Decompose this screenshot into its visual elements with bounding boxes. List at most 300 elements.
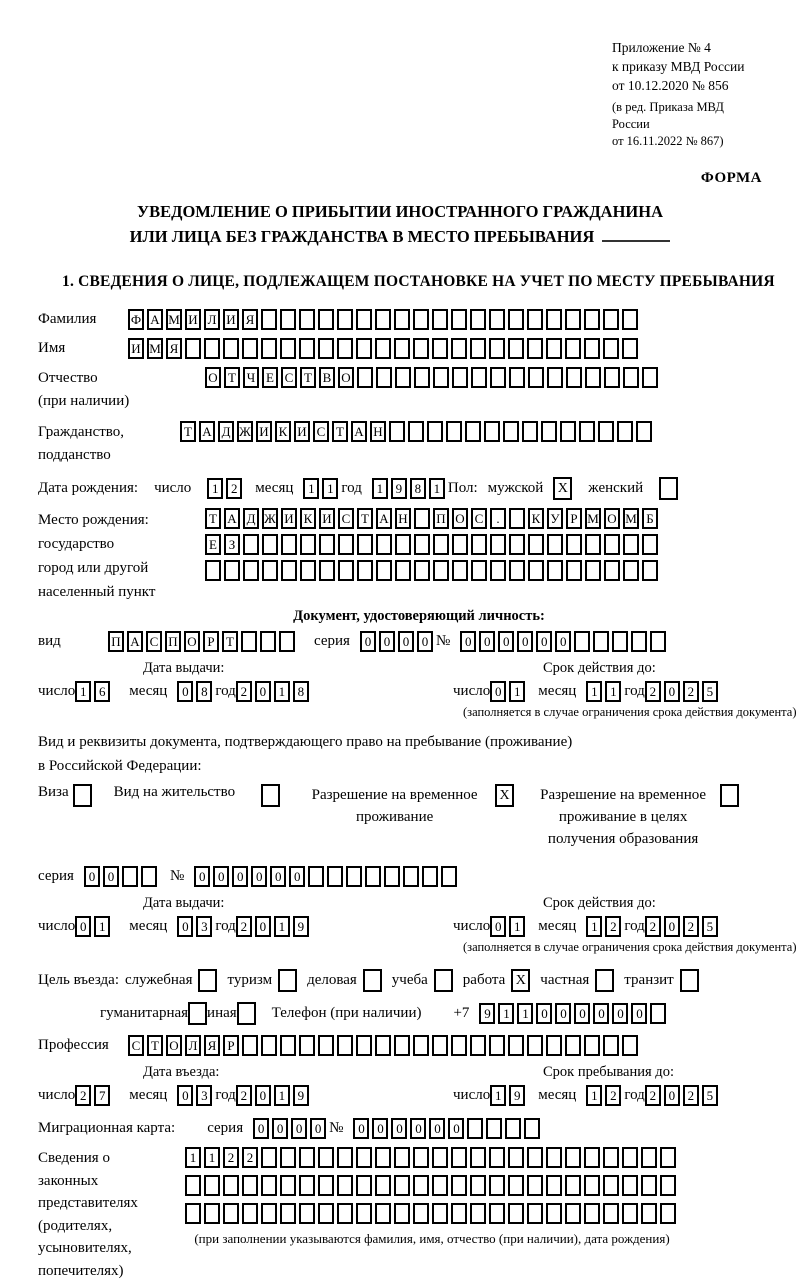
- purpose-option-checkbox[interactable]: [237, 1002, 256, 1025]
- char-cell[interactable]: [376, 534, 392, 555]
- char-cell[interactable]: Т: [224, 367, 240, 388]
- char-cell[interactable]: И: [128, 338, 144, 359]
- char-cell[interactable]: [642, 534, 658, 555]
- char-cell[interactable]: [585, 534, 601, 555]
- char-cell[interactable]: [299, 338, 315, 359]
- char-cell[interactable]: [299, 1203, 315, 1224]
- char-cell[interactable]: 0: [291, 1118, 307, 1139]
- purpose-option-checkbox[interactable]: X: [511, 969, 530, 992]
- char-cell[interactable]: [122, 866, 138, 887]
- char-cell[interactable]: О: [452, 508, 468, 529]
- birth-year-boxes[interactable]: [372, 478, 448, 499]
- char-cell[interactable]: Я: [166, 338, 182, 359]
- char-cell[interactable]: [660, 1175, 676, 1196]
- char-cell[interactable]: 0: [232, 866, 248, 887]
- char-cell[interactable]: 0: [372, 1118, 388, 1139]
- char-cell[interactable]: [375, 309, 391, 330]
- issue-month-boxes[interactable]: [177, 916, 215, 937]
- char-cell[interactable]: С: [281, 367, 297, 388]
- char-cell[interactable]: [509, 367, 525, 388]
- char-cell[interactable]: 1: [498, 1003, 514, 1024]
- char-cell[interactable]: Р: [566, 508, 582, 529]
- char-cell[interactable]: [408, 421, 424, 442]
- char-cell[interactable]: [281, 534, 297, 555]
- char-cell[interactable]: 2: [605, 1085, 621, 1106]
- char-cell[interactable]: [603, 1175, 619, 1196]
- char-cell[interactable]: 0: [251, 866, 267, 887]
- char-cell[interactable]: 0: [664, 1085, 680, 1106]
- char-cell[interactable]: И: [256, 421, 272, 442]
- char-cell[interactable]: Т: [332, 421, 348, 442]
- char-cell[interactable]: 1: [586, 916, 602, 937]
- char-cell[interactable]: [604, 534, 620, 555]
- char-cell[interactable]: 2: [605, 916, 621, 937]
- char-cell[interactable]: [584, 338, 600, 359]
- issue-year-boxes[interactable]: [236, 916, 312, 937]
- char-cell[interactable]: 2: [683, 681, 699, 702]
- char-cell[interactable]: [413, 338, 429, 359]
- char-cell[interactable]: [299, 1147, 315, 1168]
- char-cell[interactable]: 1: [303, 478, 319, 499]
- char-cell[interactable]: [508, 309, 524, 330]
- char-cell[interactable]: [262, 534, 278, 555]
- char-cell[interactable]: [338, 560, 354, 581]
- char-cell[interactable]: 2: [236, 916, 252, 937]
- char-cell[interactable]: 0: [379, 631, 395, 652]
- char-cell[interactable]: [204, 1203, 220, 1224]
- char-cell[interactable]: 0: [177, 1085, 193, 1106]
- char-cell[interactable]: 1: [274, 681, 290, 702]
- char-cell[interactable]: 2: [223, 1147, 239, 1168]
- char-cell[interactable]: [318, 1175, 334, 1196]
- char-cell[interactable]: [490, 534, 506, 555]
- char-cell[interactable]: [432, 309, 448, 330]
- char-cell[interactable]: [641, 1203, 657, 1224]
- char-cell[interactable]: 0: [631, 1003, 647, 1024]
- char-cell[interactable]: [261, 309, 277, 330]
- char-cell[interactable]: 0: [410, 1118, 426, 1139]
- char-cell[interactable]: [356, 338, 372, 359]
- char-cell[interactable]: [337, 309, 353, 330]
- char-cell[interactable]: [260, 631, 276, 652]
- char-cell[interactable]: 3: [196, 916, 212, 937]
- char-cell[interactable]: 0: [612, 1003, 628, 1024]
- char-cell[interactable]: [413, 1035, 429, 1056]
- char-cell[interactable]: И: [319, 508, 335, 529]
- char-cell[interactable]: [413, 1175, 429, 1196]
- char-cell[interactable]: Ж: [262, 508, 278, 529]
- char-cell[interactable]: [527, 338, 543, 359]
- char-cell[interactable]: [584, 1175, 600, 1196]
- char-cell[interactable]: [566, 367, 582, 388]
- char-cell[interactable]: 0: [255, 681, 271, 702]
- char-cell[interactable]: 0: [255, 916, 271, 937]
- char-cell[interactable]: [528, 534, 544, 555]
- char-cell[interactable]: [205, 560, 221, 581]
- purpose-option-checkbox[interactable]: [188, 1002, 207, 1025]
- char-cell[interactable]: Е: [205, 534, 221, 555]
- char-cell[interactable]: 1: [509, 916, 525, 937]
- char-cell[interactable]: О: [166, 1035, 182, 1056]
- char-cell[interactable]: [603, 1203, 619, 1224]
- char-cell[interactable]: [357, 560, 373, 581]
- char-cell[interactable]: М: [166, 309, 182, 330]
- char-cell[interactable]: 9: [509, 1085, 525, 1106]
- doc-type-boxes[interactable]: [108, 631, 298, 652]
- char-cell[interactable]: В: [319, 367, 335, 388]
- birth-place-boxes-row2[interactable]: [205, 534, 661, 555]
- char-cell[interactable]: [451, 338, 467, 359]
- char-cell[interactable]: [660, 1203, 676, 1224]
- char-cell[interactable]: [547, 534, 563, 555]
- char-cell[interactable]: [433, 560, 449, 581]
- char-cell[interactable]: 2: [242, 1147, 258, 1168]
- char-cell[interactable]: Б: [642, 508, 658, 529]
- char-cell[interactable]: 5: [702, 1085, 718, 1106]
- phone-boxes[interactable]: [479, 1003, 669, 1024]
- char-cell[interactable]: [660, 1147, 676, 1168]
- char-cell[interactable]: [470, 1203, 486, 1224]
- char-cell[interactable]: 2: [645, 1085, 661, 1106]
- char-cell[interactable]: [414, 560, 430, 581]
- char-cell[interactable]: [414, 534, 430, 555]
- char-cell[interactable]: [622, 1035, 638, 1056]
- char-cell[interactable]: 0: [255, 1085, 271, 1106]
- char-cell[interactable]: У: [547, 508, 563, 529]
- char-cell[interactable]: [484, 421, 500, 442]
- name-boxes[interactable]: [128, 338, 641, 359]
- char-cell[interactable]: [337, 1175, 353, 1196]
- char-cell[interactable]: 0: [498, 631, 514, 652]
- char-cell[interactable]: Е: [262, 367, 278, 388]
- char-cell[interactable]: [281, 560, 297, 581]
- purpose-option-checkbox[interactable]: [278, 969, 297, 992]
- char-cell[interactable]: [490, 560, 506, 581]
- char-cell[interactable]: [338, 534, 354, 555]
- char-cell[interactable]: [375, 1147, 391, 1168]
- char-cell[interactable]: [650, 1003, 666, 1024]
- char-cell[interactable]: Т: [300, 367, 316, 388]
- char-cell[interactable]: [337, 1035, 353, 1056]
- profession-boxes[interactable]: [128, 1035, 641, 1056]
- char-cell[interactable]: 5: [702, 681, 718, 702]
- char-cell[interactable]: 8: [293, 681, 309, 702]
- char-cell[interactable]: 0: [253, 1118, 269, 1139]
- char-cell[interactable]: 1: [204, 1147, 220, 1168]
- char-cell[interactable]: [603, 338, 619, 359]
- char-cell[interactable]: 0: [391, 1118, 407, 1139]
- char-cell[interactable]: [403, 866, 419, 887]
- char-cell[interactable]: [527, 1147, 543, 1168]
- char-cell[interactable]: [242, 1203, 258, 1224]
- char-cell[interactable]: 1: [372, 478, 388, 499]
- char-cell[interactable]: [527, 309, 543, 330]
- char-cell[interactable]: 1: [207, 478, 223, 499]
- char-cell[interactable]: [585, 560, 601, 581]
- purpose-option-checkbox[interactable]: [363, 969, 382, 992]
- char-cell[interactable]: О: [184, 631, 200, 652]
- char-cell[interactable]: Л: [185, 1035, 201, 1056]
- char-cell[interactable]: [318, 1147, 334, 1168]
- char-cell[interactable]: 7: [94, 1085, 110, 1106]
- residence-doc-number-boxes[interactable]: [194, 866, 460, 887]
- char-cell[interactable]: [261, 1035, 277, 1056]
- char-cell[interactable]: [622, 338, 638, 359]
- char-cell[interactable]: И: [223, 309, 239, 330]
- char-cell[interactable]: [356, 1175, 372, 1196]
- char-cell[interactable]: 0: [574, 1003, 590, 1024]
- char-cell[interactable]: .: [490, 508, 506, 529]
- purpose-option-checkbox[interactable]: [680, 969, 699, 992]
- char-cell[interactable]: [280, 338, 296, 359]
- valid-month-boxes[interactable]: [586, 681, 624, 702]
- char-cell[interactable]: 2: [226, 478, 242, 499]
- char-cell[interactable]: 0: [213, 866, 229, 887]
- birth-place-boxes-row3[interactable]: [205, 560, 661, 581]
- char-cell[interactable]: [622, 1203, 638, 1224]
- char-cell[interactable]: [451, 309, 467, 330]
- char-cell[interactable]: [489, 1175, 505, 1196]
- char-cell[interactable]: [395, 560, 411, 581]
- char-cell[interactable]: [299, 309, 315, 330]
- char-cell[interactable]: [365, 866, 381, 887]
- char-cell[interactable]: [650, 631, 666, 652]
- birth-day-boxes[interactable]: [207, 478, 245, 499]
- char-cell[interactable]: [546, 1035, 562, 1056]
- char-cell[interactable]: 1: [517, 1003, 533, 1024]
- char-cell[interactable]: 8: [196, 681, 212, 702]
- char-cell[interactable]: [527, 1175, 543, 1196]
- char-cell[interactable]: [318, 309, 334, 330]
- char-cell[interactable]: [565, 338, 581, 359]
- char-cell[interactable]: [280, 1147, 296, 1168]
- char-cell[interactable]: [574, 631, 590, 652]
- char-cell[interactable]: [546, 1203, 562, 1224]
- char-cell[interactable]: 0: [177, 916, 193, 937]
- char-cell[interactable]: [642, 367, 658, 388]
- char-cell[interactable]: [141, 866, 157, 887]
- char-cell[interactable]: [223, 1175, 239, 1196]
- char-cell[interactable]: А: [351, 421, 367, 442]
- valid-year-boxes[interactable]: [645, 681, 721, 702]
- char-cell[interactable]: [319, 560, 335, 581]
- char-cell[interactable]: [603, 309, 619, 330]
- char-cell[interactable]: [503, 421, 519, 442]
- patronymic-boxes[interactable]: [205, 367, 661, 388]
- char-cell[interactable]: 9: [293, 1085, 309, 1106]
- char-cell[interactable]: Н: [395, 508, 411, 529]
- valid-month-boxes[interactable]: [586, 916, 624, 937]
- char-cell[interactable]: 3: [196, 1085, 212, 1106]
- doc-number-boxes[interactable]: [460, 631, 669, 652]
- char-cell[interactable]: [465, 421, 481, 442]
- char-cell[interactable]: [318, 1203, 334, 1224]
- char-cell[interactable]: [432, 1175, 448, 1196]
- char-cell[interactable]: К: [300, 508, 316, 529]
- char-cell[interactable]: [318, 338, 334, 359]
- char-cell[interactable]: [280, 1035, 296, 1056]
- char-cell[interactable]: [489, 1147, 505, 1168]
- char-cell[interactable]: [623, 560, 639, 581]
- char-cell[interactable]: 2: [683, 916, 699, 937]
- char-cell[interactable]: [432, 1203, 448, 1224]
- char-cell[interactable]: Р: [223, 1035, 239, 1056]
- char-cell[interactable]: М: [623, 508, 639, 529]
- entry-month-boxes[interactable]: [177, 1085, 215, 1106]
- char-cell[interactable]: [546, 1147, 562, 1168]
- char-cell[interactable]: [376, 560, 392, 581]
- char-cell[interactable]: [185, 1175, 201, 1196]
- char-cell[interactable]: [565, 1203, 581, 1224]
- char-cell[interactable]: [642, 560, 658, 581]
- char-cell[interactable]: [452, 367, 468, 388]
- char-cell[interactable]: Ч: [243, 367, 259, 388]
- char-cell[interactable]: 9: [479, 1003, 495, 1024]
- char-cell[interactable]: [337, 338, 353, 359]
- char-cell[interactable]: [541, 421, 557, 442]
- representatives-boxes-row2[interactable]: [185, 1175, 679, 1196]
- char-cell[interactable]: 5: [702, 916, 718, 937]
- valid-year-boxes[interactable]: [645, 916, 721, 937]
- char-cell[interactable]: 1: [322, 478, 338, 499]
- char-cell[interactable]: [261, 1175, 277, 1196]
- char-cell[interactable]: [579, 421, 595, 442]
- char-cell[interactable]: [395, 534, 411, 555]
- citizenship-boxes[interactable]: [180, 421, 655, 442]
- char-cell[interactable]: [509, 534, 525, 555]
- char-cell[interactable]: [593, 631, 609, 652]
- char-cell[interactable]: [300, 534, 316, 555]
- char-cell[interactable]: [384, 866, 400, 887]
- char-cell[interactable]: [508, 1035, 524, 1056]
- char-cell[interactable]: [584, 1147, 600, 1168]
- char-cell[interactable]: И: [294, 421, 310, 442]
- char-cell[interactable]: [356, 1035, 372, 1056]
- char-cell[interactable]: [471, 367, 487, 388]
- char-cell[interactable]: Л: [204, 309, 220, 330]
- migration-seriya-boxes[interactable]: [253, 1118, 329, 1139]
- char-cell[interactable]: Н: [370, 421, 386, 442]
- char-cell[interactable]: [394, 1147, 410, 1168]
- char-cell[interactable]: 0: [194, 866, 210, 887]
- char-cell[interactable]: [528, 367, 544, 388]
- char-cell[interactable]: [413, 1203, 429, 1224]
- char-cell[interactable]: [223, 1203, 239, 1224]
- char-cell[interactable]: [528, 560, 544, 581]
- char-cell[interactable]: [441, 866, 457, 887]
- char-cell[interactable]: [375, 1035, 391, 1056]
- char-cell[interactable]: [565, 1035, 581, 1056]
- issue-month-boxes[interactable]: [177, 681, 215, 702]
- char-cell[interactable]: [527, 1035, 543, 1056]
- char-cell[interactable]: [395, 367, 411, 388]
- char-cell[interactable]: [318, 1035, 334, 1056]
- char-cell[interactable]: [471, 560, 487, 581]
- char-cell[interactable]: [300, 560, 316, 581]
- char-cell[interactable]: [560, 421, 576, 442]
- char-cell[interactable]: [451, 1203, 467, 1224]
- char-cell[interactable]: 0: [75, 916, 91, 937]
- char-cell[interactable]: 9: [391, 478, 407, 499]
- char-cell[interactable]: А: [376, 508, 392, 529]
- char-cell[interactable]: [261, 338, 277, 359]
- char-cell[interactable]: Т: [222, 631, 238, 652]
- char-cell[interactable]: [489, 309, 505, 330]
- char-cell[interactable]: [604, 560, 620, 581]
- char-cell[interactable]: [422, 866, 438, 887]
- char-cell[interactable]: 1: [185, 1147, 201, 1168]
- char-cell[interactable]: 0: [84, 866, 100, 887]
- char-cell[interactable]: [505, 1118, 521, 1139]
- char-cell[interactable]: [527, 1203, 543, 1224]
- char-cell[interactable]: [598, 421, 614, 442]
- issue-day-boxes[interactable]: [75, 681, 113, 702]
- char-cell[interactable]: [524, 1118, 540, 1139]
- char-cell[interactable]: О: [205, 367, 221, 388]
- char-cell[interactable]: [299, 1175, 315, 1196]
- char-cell[interactable]: [546, 338, 562, 359]
- char-cell[interactable]: [280, 309, 296, 330]
- char-cell[interactable]: 0: [555, 1003, 571, 1024]
- char-cell[interactable]: 0: [536, 631, 552, 652]
- char-cell[interactable]: 1: [586, 1085, 602, 1106]
- char-cell[interactable]: [565, 309, 581, 330]
- char-cell[interactable]: [622, 1175, 638, 1196]
- char-cell[interactable]: Т: [357, 508, 373, 529]
- char-cell[interactable]: Д: [243, 508, 259, 529]
- issue-year-boxes[interactable]: [236, 681, 312, 702]
- char-cell[interactable]: [394, 1203, 410, 1224]
- char-cell[interactable]: 2: [236, 1085, 252, 1106]
- char-cell[interactable]: И: [185, 309, 201, 330]
- char-cell[interactable]: 1: [586, 681, 602, 702]
- char-cell[interactable]: [308, 866, 324, 887]
- char-cell[interactable]: [204, 1175, 220, 1196]
- char-cell[interactable]: 0: [664, 681, 680, 702]
- char-cell[interactable]: Я: [204, 1035, 220, 1056]
- char-cell[interactable]: Р: [203, 631, 219, 652]
- char-cell[interactable]: [356, 1203, 372, 1224]
- char-cell[interactable]: [433, 367, 449, 388]
- char-cell[interactable]: [584, 309, 600, 330]
- char-cell[interactable]: 0: [555, 631, 571, 652]
- representatives-boxes-row3[interactable]: [185, 1203, 679, 1224]
- char-cell[interactable]: [623, 534, 639, 555]
- char-cell[interactable]: 0: [417, 631, 433, 652]
- char-cell[interactable]: [261, 1147, 277, 1168]
- char-cell[interactable]: [522, 421, 538, 442]
- char-cell[interactable]: [375, 338, 391, 359]
- char-cell[interactable]: [389, 421, 405, 442]
- char-cell[interactable]: [489, 1035, 505, 1056]
- char-cell[interactable]: К: [528, 508, 544, 529]
- char-cell[interactable]: [394, 1175, 410, 1196]
- char-cell[interactable]: 1: [274, 916, 290, 937]
- char-cell[interactable]: 0: [103, 866, 119, 887]
- char-cell[interactable]: [280, 1203, 296, 1224]
- char-cell[interactable]: [508, 1203, 524, 1224]
- stay-month-boxes[interactable]: [586, 1085, 624, 1106]
- char-cell[interactable]: [242, 338, 258, 359]
- char-cell[interactable]: [356, 309, 372, 330]
- char-cell[interactable]: П: [433, 508, 449, 529]
- stay-year-boxes[interactable]: [645, 1085, 721, 1106]
- representatives-boxes-row1[interactable]: [185, 1147, 679, 1168]
- valid-day-boxes[interactable]: [490, 681, 528, 702]
- char-cell[interactable]: [489, 338, 505, 359]
- char-cell[interactable]: [565, 1175, 581, 1196]
- char-cell[interactable]: [243, 534, 259, 555]
